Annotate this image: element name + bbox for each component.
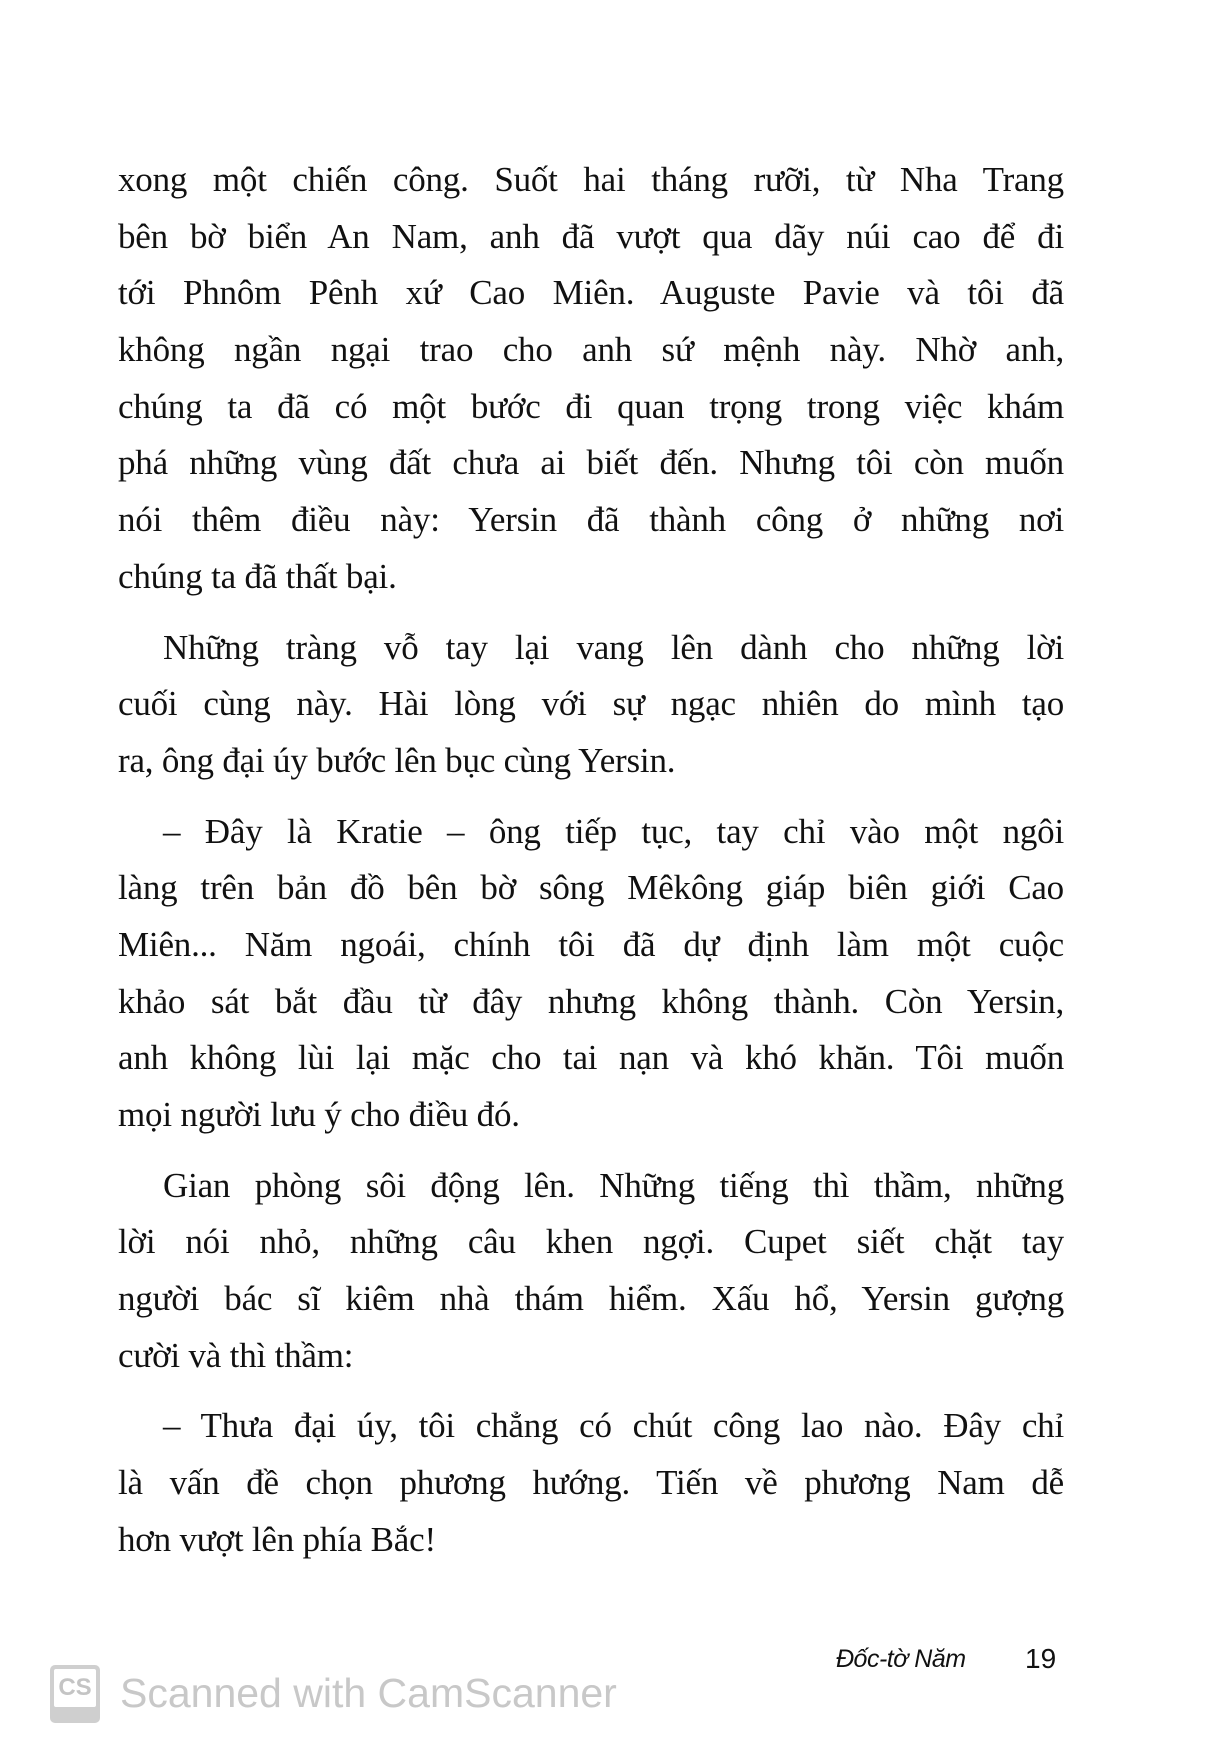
text-line: lời nói nhỏ, những câu khen ngợi. Cupet siết chặt tay bbox=[118, 1222, 1064, 1262]
text-line: nói thêm điều này: Yersin đã thành công ở những nơi bbox=[118, 500, 1064, 540]
text-line: phá những vùng đất chưa ai biết đến. Nhưng tôi còn muốn bbox=[118, 443, 1064, 483]
text-line: chúng ta đã có một bước đi quan trọng trong việc khám bbox=[118, 386, 1064, 426]
camscanner-watermark: Scanned with CamScanner bbox=[120, 1670, 617, 1716]
text-line: mọi người lưu ý cho điều đó. bbox=[118, 1095, 520, 1134]
text-line: làng trên bản đồ bên bờ sông Mêkông giáp biên giới Cao bbox=[118, 868, 1064, 908]
text-line: – Đây là Kratie – ông tiếp tục, tay chỉ vào một ngôi bbox=[163, 811, 1064, 851]
text-line: cuối cùng này. Hài lòng với sự ngạc nhiên do mình tạo bbox=[118, 684, 1064, 724]
page-number: 19 bbox=[1025, 1643, 1057, 1674]
text-line: người bác sĩ kiêm nhà thám hiểm. Xấu hổ, Yersin gượng bbox=[118, 1279, 1064, 1319]
running-title: Đốc-tờ Năm bbox=[836, 1645, 966, 1673]
paragraph bbox=[118, 1158, 1064, 1385]
text-line: anh không lùi lại mặc cho tai nạn và khó khăn. Tôi muốn bbox=[118, 1038, 1064, 1078]
text-line: Miên... Năm ngoái, chính tôi đã dự định làm một cuộc bbox=[118, 924, 1064, 964]
text-line: hơn vượt lên phía Bắc! bbox=[118, 1519, 436, 1559]
text-line: ra, ông đại úy bước lên bục cùng Yersin. bbox=[118, 740, 676, 780]
paragraph bbox=[118, 1398, 1064, 1568]
text-line: tới Phnôm Pênh xứ Cao Miên. Auguste Pavie và tôi đã bbox=[118, 273, 1064, 313]
text-line: xong một chiến công. Suốt hai tháng rưỡi, từ Nha Trang bbox=[118, 160, 1064, 199]
paragraph bbox=[118, 620, 1064, 790]
text-line: – Thưa đại úy, tôi chẳng có chút công lao nào. Đây chỉ bbox=[163, 1406, 1064, 1446]
camscanner-logo-text: CS bbox=[54, 1669, 96, 1707]
text-line: cười và thì thầm: bbox=[118, 1335, 354, 1375]
text-line: bên bờ biển An Nam, anh đã vượt qua dãy núi cao để đi bbox=[118, 216, 1064, 256]
paragraph bbox=[118, 152, 1064, 606]
paragraph bbox=[118, 804, 1064, 1144]
text-line: không ngần ngại trao cho anh sứ mệnh này. Nhờ anh, bbox=[118, 330, 1064, 370]
text-line: là vấn đề chọn phương hướng. Tiến về phương Nam dễ bbox=[118, 1463, 1064, 1503]
text-line: khảo sát bắt đầu từ đây nhưng không thành. Còn Yersin, bbox=[118, 981, 1064, 1021]
text-line: chúng ta đã thất bại. bbox=[118, 556, 397, 596]
text-line: Gian phòng sôi động lên. Những tiếng thì thầm, những bbox=[163, 1165, 1064, 1205]
page-body bbox=[118, 152, 1064, 1583]
text-line: Những tràng vỗ tay lại vang lên dành cho những lời bbox=[163, 627, 1064, 667]
camscanner-logo-icon bbox=[50, 1665, 100, 1723]
